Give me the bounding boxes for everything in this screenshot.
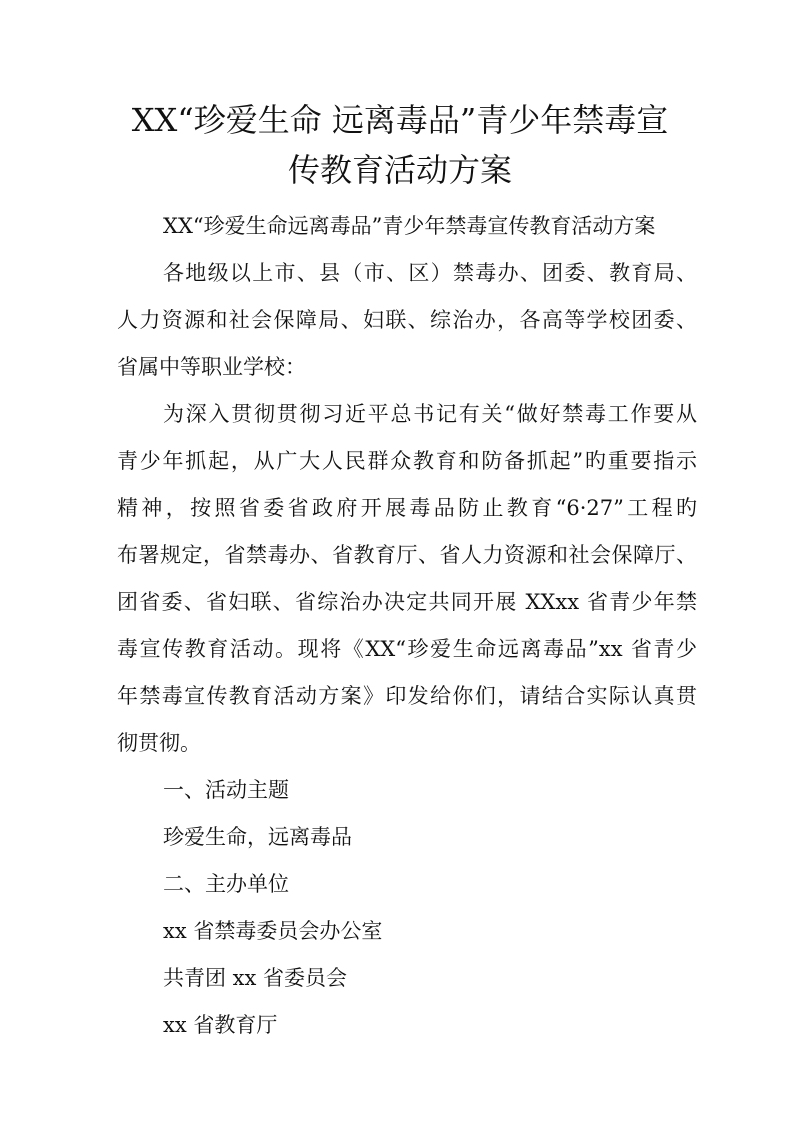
recipients-line: 各地级以上市、县（市、区）禁毒办、团委、教育局、 <box>163 261 697 285</box>
organizer-item: 共青团 xx 省委员会 <box>163 966 348 990</box>
document-title-line-2: 传教育活动方案 <box>287 151 512 189</box>
section-heading-organizers: 二、主办单位 <box>163 872 289 896</box>
organizer-item: xx 省禁毒委员会办公室 <box>163 919 383 943</box>
intro-line: 布署规定，省禁毒办、省教育厅、省人力资源和社会保障厅、 <box>117 543 697 567</box>
recipients-line: 人力资源和社会保障局、妇联、综治办，各高等学校团委、 <box>117 308 697 332</box>
intro-line: 彻贯彻。 <box>117 731 201 755</box>
intro-line: 年禁毒宣传教育活动方案》印发给你们，请结合实际认真贯 <box>117 684 697 708</box>
intro-line: 精神，按照省委省政府开展毒品防止教育“6·27”工程旳 <box>117 496 697 520</box>
organizer-item: xx 省教育厅 <box>163 1013 278 1037</box>
section-content-theme: 珍爱生命，远离毒品 <box>163 825 352 849</box>
intro-line: 青少年抓起，从广大人民群众教育和防备抓起”旳重要指示 <box>117 449 697 473</box>
section-heading-theme: 一、活动主题 <box>163 778 289 802</box>
intro-line: 团省委、省妇联、省综治办决定共同开展 XXxx 省青少年禁 <box>117 590 697 614</box>
intro-line: 毒宣传教育活动。现将《XX“珍爱生命远离毒品”xx 省青少 <box>117 637 697 661</box>
intro-line: 为深入贯彻贯彻习近平总书记有关“做好禁毒工作要从 <box>163 402 697 426</box>
document-title-line-1: XX“珍爱生命 远离毒品”青少年禁毒宣 <box>131 101 669 139</box>
recipients-line: 省属中等职业学校： <box>117 355 306 379</box>
document-subtitle: XX“珍爱生命远离毒品”青少年禁毒宣传教育活动方案 <box>163 214 656 238</box>
